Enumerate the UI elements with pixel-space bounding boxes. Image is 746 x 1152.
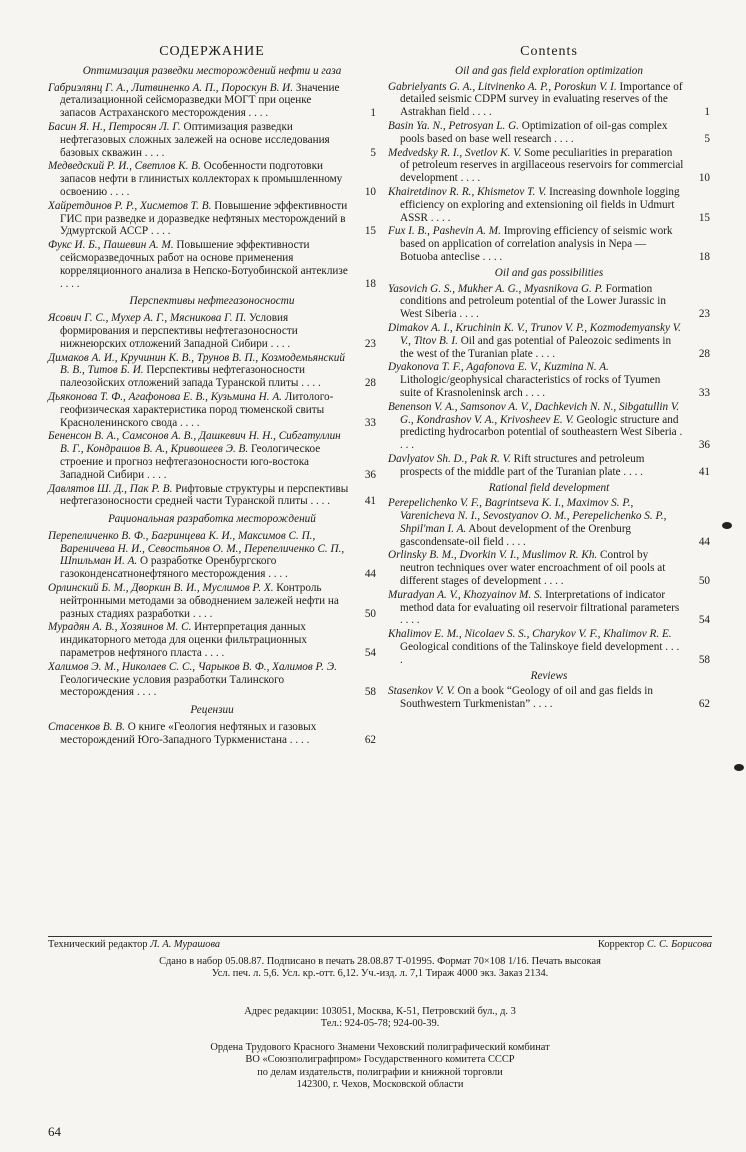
entry-authors: Мурадян А. В., Хозяинов М. С. — [48, 621, 192, 634]
toc-entry: Давлятов Ш. Д., Пак Р. В. Рифтовые структуры и перспективы нефтегазоносности средней части Туранской плиты . . . . 41 — [48, 482, 376, 508]
entry-authors: Медведский Р. И., Светлов К. В. — [48, 160, 201, 173]
sections-en — [388, 65, 710, 711]
printer-info — [48, 1042, 712, 1092]
entry-authors: Давлятов Ш. Д., Пак Р. В. — [48, 482, 173, 495]
entry-page: 15 — [364, 225, 376, 238]
toc-entry: Бененсон В. А., Самсонов А. В., Дашкевич Н. Н., Сибгатуллин В. Г., Кондрашов В. А., Кривошеев Э. В. Геологическое строение и прогноз нефтегазоносности юго-востока Западной Сибири . . . . 36 — [48, 430, 376, 481]
section-title: Oil and gas possibilities — [494, 266, 604, 279]
print-line: Сдано в набор 05.08.87. Подписано в печать 28.08.87 Т-01995. Формат 70×108 1/16. Печать высокая — [159, 956, 601, 967]
entry-title: Control by neutron techniques over water encroachment of oil pools at different stages of development — [400, 549, 666, 588]
section-title: Reviews — [530, 669, 568, 682]
toc-entry: Perepelichenko V. F., Bagrintseva K. I., Maximov S. P., Varenicheva N. I., Sevostyanov O. M., Perepelichenko S. P., Shpil'man I. A. About development of the Orenburg gascondensate-oil field . . . . 44 — [388, 497, 710, 548]
corrector-name: С. С. Борисова — [646, 939, 712, 950]
toc-entry: Orlinsky B. M., Dvorkin V. I., Muslimov R. Kh. Control by neutron techniques over water encroachment of oil pools at different stages of development . . . . 50 — [388, 549, 710, 588]
entry-page: 44 — [364, 568, 376, 581]
entry-page: 10 — [698, 172, 710, 185]
entry-title: Повышение эффективности ГИС при разведке и доразведке нефтяных месторождений в Удмуртской АССР — [60, 199, 348, 238]
entry-page: 58 — [698, 653, 710, 666]
contents-title-ru: СОДЕРЖАНИЕ — [159, 44, 265, 59]
entry-authors: Стасенков В. В. — [48, 721, 125, 734]
entry-title: Особенности подготовки запасов нефти в глинистых коллекторах к промышленному освоению — [60, 160, 343, 198]
section-title: Перспективы нефтегазоносности — [129, 295, 295, 308]
toc-entry: Muradyan A. V., Khozyainov M. S. Interpretations of indicator method data for evaluating oil reservoir filtrational parameters . . . . 54 — [388, 588, 710, 627]
entry-title: Formation conditions and petroleum potential of the Lower Jurassic in West Siberia — [400, 282, 666, 321]
ink-blot — [734, 764, 744, 771]
entry-authors: Ясович Г. С., Мухер А. Г., Мясникова Г. П. — [48, 312, 247, 325]
entry-authors: Orlinsky B. M., Dvorkin V. I., Muslimov R. Kh. — [388, 549, 598, 562]
entry-title: Interpretations of indicator method data for evaluating oil reservoir filtrational parameters — [400, 588, 680, 614]
entry-page: 18 — [698, 250, 710, 263]
contents-russian — [48, 46, 376, 748]
toc-entry: Мурадян А. В., Хозяинов М. С. Интерпретация данных индикаторного метода для оценки фильтрационных параметров нефтяного пласта . . . . 54 — [48, 621, 376, 660]
entry-page: 28 — [364, 377, 376, 390]
toc-entry: Dyakonova T. F., Agafonova E. V., Kuzmina N. A. Lithologic/geophysical characteristics of rocks of Tyumen suite of Krasnoleninsk arch . . . . 33 — [388, 361, 710, 399]
entry-authors: Perepelichenko V. F., Bagrintseva K. I., Maximov S. P., Varenicheva N. I., Sevostyanov O. M., Perepelichenko S. P., Shpil'man I. A. — [388, 497, 667, 535]
entry-title: Повышение эффективности сейсморазведочных работ на основе применения корреляционного анализа в Непско-Ботуобинской антеклизе — [60, 239, 348, 277]
toc-entry: Димаков А. И., Кручинин К. В., Трунов В. П., Козмодемьянский В. В., Титов Б. И. Перспективы нефтегазоносности палеозойских отложений запада Туранской плиты . . . . 28 — [48, 351, 376, 390]
entry-authors: Muradyan A. V., Khozyainov M. S. — [388, 588, 543, 601]
contents-english — [388, 46, 710, 712]
entry-page: 23 — [364, 337, 376, 350]
corrector-label: Корректор — [597, 939, 645, 950]
entry-page: 54 — [364, 647, 376, 660]
print-info — [48, 956, 712, 981]
toc-entry: Фукс И. Б., Пашевин А. М. Повышение эффективности сейсморазведочных работ на основе применения корреляционного анализа в Непско-Ботуобинской антеклизе . . . . 18 — [48, 239, 376, 290]
entry-title: Перспективы нефтегазоносности палеозойских отложений запада Туранской плиты — [60, 364, 305, 390]
entry-title: О книге «Геология нефтяных и газовых месторождений Юго-Западного Туркменистана — [60, 721, 317, 746]
entry-page: 18 — [364, 277, 376, 290]
entry-title: On a book “Geology of oil and gas fields in Southwestern Turkmenistan” — [400, 685, 653, 711]
entry-page: 33 — [364, 416, 376, 429]
toc-entry: Орлинский Б. М., Дворкин В. И., Муслимов Р. Х. Контроль нейтронными методами за обводнением залежей нефти на разных стадиях разработки . . . . 50 — [48, 582, 376, 620]
toc-entry: Ясович Г. С., Мухер А. Г., Мясникова Г. П. Условия формирования и перспективы нефтегазоносности нижнеюрских отложений Западной Сибири . . . . 23 — [48, 312, 376, 350]
entry-title: Lithologic/geophysical characteristics of rocks of Tyumen suite of Krasnoleninsk arch — [400, 374, 661, 399]
entry-authors: Dyakonova T. F., Agafonova E. V., Kuzmina N. A. — [388, 361, 609, 374]
entry-page: 5 — [370, 146, 376, 159]
toc-entry: Басин Я. Н., Петросян Л. Г. Оптимизация разведки нефтегазовых сложных залежей на основе исследования базовых скважин . . . . 5 — [48, 120, 376, 159]
entry-title: About development of the Orenburg gascondensate-oil field — [400, 522, 631, 548]
entry-page: 41 — [364, 495, 376, 508]
entry-authors: Fux I. B., Pashevin A. M. — [388, 225, 501, 238]
entry-page: 50 — [698, 575, 710, 588]
entry-authors: Yasovich G. S., Mukher A. G., Myasnikova G. P. — [388, 282, 603, 295]
entry-page: 36 — [364, 468, 376, 481]
entry-title: Some peculiarities in preparation of petroleum reserves in argillaceous reservoirs for commercial development — [400, 146, 684, 185]
entry-authors: Davlyatov Sh. D., Pak R. V. — [388, 452, 511, 465]
entry-authors: Basin Ya. N., Petrosyan L. G. — [388, 119, 519, 132]
entry-authors: Dimakov A. I., Kruchinin K. V., Trunov V. P., Kozmodemyansky V. V., Titov B. I. — [388, 321, 681, 347]
sections-ru — [48, 65, 376, 747]
entry-title: Improving efficiency of seismic work based on application of correlation analysis in Nepa — Botuoba anteclise — [400, 225, 673, 263]
entry-title: Increasing downhole logging efficiency on exploring and extensioning oil fields in Udmurt ASSR — [400, 185, 680, 224]
toc-entry: Khalimov E. M., Nicolaev S. S., Charykov V. F., Khalimov R. E. Geological conditions of the Talinskoye field development . . . . 58 — [388, 628, 710, 666]
toc-entry: Fux I. B., Pashevin A. M. Improving efficiency of seismic work based on application of correlation analysis in Nepa — Botuoba anteclise . . . . 18 — [388, 225, 710, 263]
toc-entry: Медведский Р. И., Светлов К. В. Особенности подготовки запасов нефти в глинистых коллекторах к промышленному освоению . . . . 10 — [48, 160, 376, 198]
tech-editor-label: Технический редактор — [48, 939, 148, 950]
editors-line — [48, 936, 712, 951]
entry-authors: Khalimov E. M., Nicolaev S. S., Charykov V. F., Khalimov R. E. — [388, 628, 672, 641]
section-title: Рецензии — [190, 704, 234, 717]
address-line: Адрес редакции: 103051, Москва, К-51, Петровский бул., д. 3 — [244, 1006, 516, 1017]
entry-title: Интерпретация данных индикаторного метода для оценки фильтрационных параметров нефтяного пласта — [60, 621, 308, 660]
toc-entry: Хайретдинов Р. Р., Хисметов Т. В. Повышение эффективности ГИС при разведке и доразведке нефтяных месторождений в Удмуртской АССР . . . . 15 — [48, 199, 376, 238]
entry-title: Геологическое строение и прогноз нефтегазоносности юго-востока Западной Сибири — [60, 443, 321, 481]
entry-title: Литолого-геофизическая характеристика пород тюменской свиты Красноленинского свода — [60, 390, 334, 429]
toc-entry: Basin Ya. N., Petrosyan L. G. Optimization of oil-gas complex pools based on base well research . . . . 5 — [388, 119, 710, 145]
entry-title: Geological conditions of the Talinskoye field development — [400, 641, 663, 654]
entry-authors: Benenson V. A., Samsonov A. V., Dachkevich N. N., Sibgatullin V. G., Kondrashov V. A., Krivosheev E. V. — [388, 400, 680, 426]
section-title: Rational field development — [488, 481, 610, 494]
entry-title: О разработке Оренбургского газоконденсатнонефтяного месторождения — [60, 555, 277, 581]
entry-authors: Medvedsky R. I., Svetlov K. V. — [388, 146, 522, 159]
entry-page: 62 — [364, 733, 376, 746]
entry-page: 50 — [364, 607, 376, 620]
toc-entry: Benenson V. A., Samsonov A. V., Dachkevich N. N., Sibgatullin V. G., Kondrashov V. A., Krivosheev E. V. Geologic structure and predicting hydrocarbon potential of southeastern West Siberia . . . . 36 — [388, 400, 710, 452]
section-title: Рациональная разработка месторождений — [108, 513, 316, 526]
toc-entry: Халимов Э. М., Николаев С. С., Чарыков В. Ф., Халимов Р. Э. Геологические условия разработки Талинского месторождения . . . . 58 — [48, 660, 376, 699]
toc-entry: Dimakov A. I., Kruchinin K. V., Trunov V. P., Kozmodemyansky V. V., Titov B. I. Oil and gas potential of Paleozoic sediments in the west of the Turanian plate . . . . 28 — [388, 321, 710, 360]
printer-line: ВО «Союзполиграфпром» Государственного комитета СССР — [245, 1054, 515, 1066]
entry-page: 58 — [364, 686, 376, 699]
entry-authors: Дьяконова Т. Ф., Агафонова Е. В., Кузьмина Н. А. — [48, 390, 282, 403]
toc-entry: Стасенков В. В. О книге «Геология нефтяных и газовых месторождений Юго-Западного Туркменистана . . . . 62 — [48, 721, 376, 746]
entry-page: 1 — [370, 107, 376, 120]
section-title: Оптимизация разведки месторождений нефти и газа — [82, 64, 342, 77]
entry-page: 1 — [704, 106, 710, 119]
print-line: Усл. печ. л. 5,6. Усл. кр.-отт. 6,12. Уч.-изд. л. 7,1 Тираж 4000 экз. Заказ 2134. — [211, 968, 549, 980]
entry-page: 33 — [698, 386, 710, 399]
toc-entry: Gabrielyants G. A., Litvinenko A. P., Poroskun V. I. Importance of detailed seismic CDPM survey in evaluating reserves of the Astrakhan field . . . . 1 — [388, 80, 710, 119]
entry-page: 44 — [698, 535, 710, 548]
entry-authors: Басин Я. Н., Петросян Л. Г. — [48, 120, 181, 133]
entry-page: 54 — [698, 614, 710, 627]
entry-authors: Фукс И. Б., Пашевин А. М. — [48, 239, 174, 252]
tech-editor — [48, 939, 220, 951]
entry-title: Рифтовые структуры и перспективы нефтегазоносности средней части Туранской плиты — [60, 482, 349, 508]
entry-page: 62 — [698, 698, 710, 711]
entry-title: Oil and gas potential of Paleozoic sediments in the west of the Turanian plate — [400, 334, 672, 360]
entry-title: Geologic structure and predicting hydrocarbon potential of southeastern West Siberia — [400, 413, 679, 439]
entry-authors: Габриэлянц Г. А., Литвиненко А. П., Порoскун В. И. — [48, 81, 294, 94]
entry-title: Контроль нейтронными методами за обводнением залежей нефти на разных стадиях разработки — [60, 582, 339, 620]
phone-line: Тел.: 924-05-78; 924-00-39. — [320, 1018, 440, 1030]
page-number: 64 — [48, 1124, 61, 1139]
ink-blot — [722, 522, 732, 529]
entry-title: Rift structures and petroleum prospects of the middle part of the Turanian plate — [400, 452, 645, 478]
entry-title: Геологические условия разработки Талинского месторождения — [60, 673, 285, 699]
entry-authors: Хайретдинов Р. Р., Хисметов Т. В. — [48, 199, 212, 212]
toc-entry: Перепеличенко В. Ф., Багринцева К. И., Максимов С. П., Вареничева Н. И., Севостьянов О. М., Перепеличенко С. П., Шпильман И. А. О разработке Оренбургского газоконденсатнонефтяного месторождения . . . . 44 — [48, 529, 376, 581]
toc-entry: Дьяконова Т. Ф., Агафонова Е. В., Кузьмина Н. А. Литолого-геофизическая характеристика пород тюменской свиты Красноленинского свода . . . . 33 — [48, 390, 376, 429]
entry-page: 41 — [698, 465, 710, 478]
entry-page: 10 — [364, 185, 376, 198]
printer-line: по делам издательств, полиграфии и книжной торговли — [257, 1066, 503, 1078]
section-title: Oil and gas field exploration optimization — [454, 64, 643, 77]
editorial-address — [48, 1006, 712, 1031]
entry-page: 5 — [704, 132, 710, 145]
entry-page: 28 — [698, 347, 710, 360]
tech-editor-name: Л. А. Мурашова — [150, 939, 221, 950]
contents-title-en: Contents — [520, 44, 578, 59]
entry-authors: Димаков А. И., Кручинин К. В., Трунов В. П., Козмодемьянский В. В., Титов Б. И. — [48, 351, 345, 377]
entry-authors: Khairetdinov R. R., Khismetov T. V. — [388, 185, 547, 198]
entry-authors: Перепеличенко В. Ф., Багринцева К. И., Максимов С. П., Вареничева Н. И., Севостьянов О. М., Перепеличенко С. П., Шпильман И. А. — [48, 529, 345, 568]
toc-entry: Yasovich G. S., Mukher A. G., Myasnikova G. P. Formation conditions and petroleum potential of the Lower Jurassic in West Siberia . . . . 23 — [388, 282, 710, 321]
toc-entry: Khairetdinov R. R., Khismetov T. V. Increasing downhole logging efficiency on exploring and extensioning oil fields in Udmurt ASSR . . . . 15 — [388, 185, 710, 224]
entry-authors: Халимов Э. М., Николаев С. С., Чарыков В. Ф., Халимов Р. Э. — [48, 660, 337, 673]
toc-entry: Davlyatov Sh. D., Pak R. V. Rift structures and petroleum prospects of the middle part of the Turanian plate . . . . 41 — [388, 452, 710, 478]
entry-page: 15 — [698, 211, 710, 224]
corrector — [598, 939, 712, 951]
printer-line: 142300, г. Чехов, Московской области — [296, 1079, 464, 1091]
entry-title: Значение детализационной сейсморазведки МОГТ при оценке запасов Астраханского месторождения — [60, 81, 340, 120]
entry-authors: Бененсон В. А., Самсонов А. В., Дашкевич Н. Н., Сибгатуллин В. Г., Кондрашов В. А., Кривошеев Э. В. — [48, 430, 341, 456]
entry-authors: Stasenkov V. V. — [388, 685, 455, 698]
entry-title: Optimization of oil-gas complex pools based on base well research — [400, 119, 668, 145]
entry-page: 36 — [698, 439, 710, 452]
entry-authors: Gabrielyants G. A., Litvinenko A. P., Poroskun V. I. — [388, 80, 617, 93]
entry-page: 23 — [698, 308, 710, 321]
toc-entry: Stasenkov V. V. On a book “Geology of oil and gas fields in Southwestern Turkmenistan” . . . . 62 — [388, 685, 710, 711]
printer-line: Ордена Трудового Красного Знамени Чеховский полиграфический комбинат — [210, 1042, 550, 1053]
toc-entry: Medvedsky R. I., Svetlov K. V. Some peculiarities in preparation of petroleum reserves in argillaceous reservoirs for commercial development . . . . 10 — [388, 146, 710, 185]
entry-title: Условия формирования и перспективы нефтегазоносности нижнеюрских отложений Западной Сибири — [60, 312, 298, 350]
toc-entry: Габриэлянц Г. А., Литвиненко А. П., Порoскун В. И. Значение детализационной сейсморазведки МОГТ при оценке запасов Астраханского месторождения . . . . 1 — [48, 81, 376, 120]
entry-title: Оптимизация разведки нефтегазовых сложных залежей на основе исследования базовых скважин — [60, 120, 330, 159]
entry-title: Importance of detailed seismic CDPM survey in evaluating reserves of the Astrakhan field — [400, 80, 683, 119]
entry-authors: Орлинский Б. М., Дворкин В. И., Муслимов Р. Х. — [48, 582, 274, 595]
